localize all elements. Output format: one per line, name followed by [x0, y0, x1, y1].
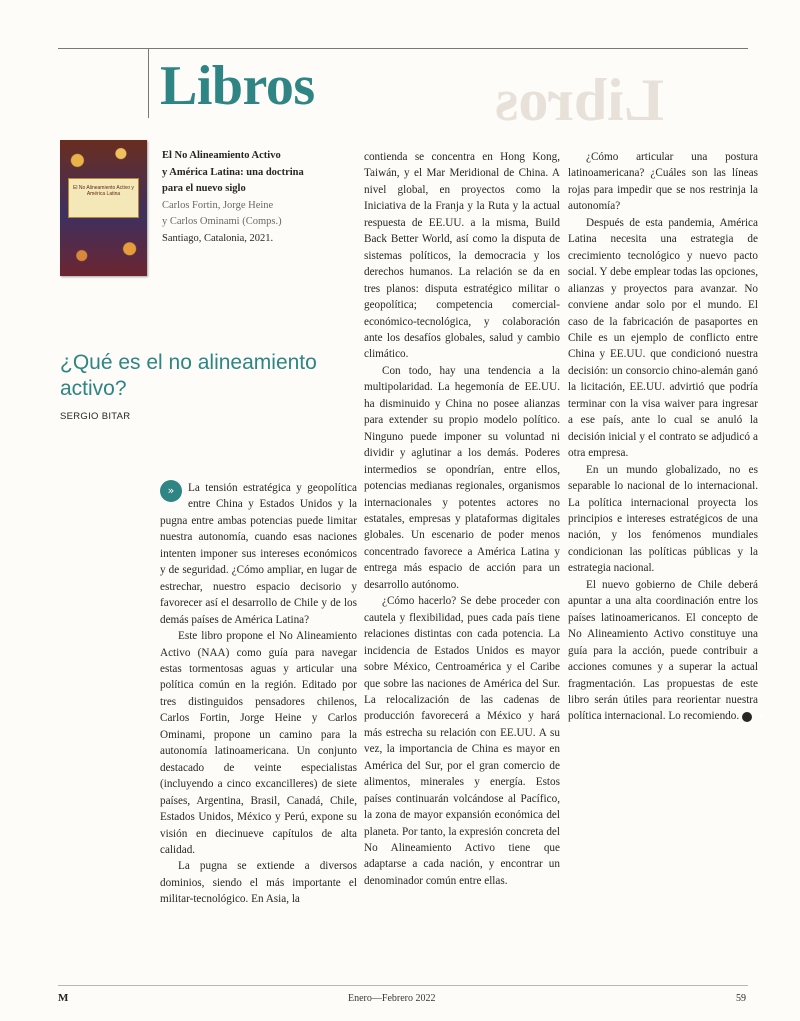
paragraph: » La tensión estratégica y geopolítica entre China y Estados Unidos y la pugna entre ambas potencias puede limitar nuestra autonomía, cuando esas naciones intenten imponer sus intereses económicos y de seguridad. ¿Cómo ampliar, en lugar de estrechar, nuestro espacio decisorio y favorecer así el desarrollo de Chile y de los demás países de América Latina?: [160, 482, 357, 626]
article-title: ¿Qué es el no alineamiento activo?: [60, 351, 317, 400]
paragraph: Este libro propone el No Alineamiento Activo (NAA) como guía para navegar estas tormentosas aguas y articular una política común en la región. Editado por tres distinguidos pensadores chilenos, Carlos Fortin, Jorge Heine y Carlos Ominami, propone un camino para la autonomía latinoamericana. Un conjunto destacado de veinte especialistas (incluyendo a cinco excancilleres) de siete países, Argentina, Brasil, Canadá, Chile, Estados Unidos, México y Perú, expone su visión en diecinueve capítulos de alta calidad.: [160, 630, 357, 856]
text-column-2: [364, 149, 560, 889]
book-publisher: Santiago, Catalonia, 2021.: [162, 232, 274, 244]
book-cover: [60, 140, 147, 276]
paragraph: Después de esta pandemia, América Latina necesita una estrategia de crecimiento tecnológico y nuevo pacto social. Y debe emplear todas las opciones, alianzas y proyectos para avanzar. No conviene andar solo por el mundo. El caso de la fabricación de pasaportes en Chile es un ejemplo de conflicto entre China y EE.UU. que condicionó nuestra decisión: un consorcio chino-alemán ganó la licitación, EE.UU. advirtió que podría terminar con la visa waiver para ingresar a ese país, ante lo cual se anuló la decisión inicial y el contrato se adjudicó a otra empresa.: [568, 216, 758, 460]
paragraph: ¿Cómo hacerlo? Se debe proceder con cautela y flexibilidad, pues cada país tiene relaciones distintas con cada potencia. La incidencia de Estados Unidos es mayor sobre México, Centroamérica y el Caribe que sobre las naciones de América del Sur. La relocalización de las cadenas de producción favorecerá a México y hará más estrecha su relación con EE.UU. A su vez, la importancia de China es mayor en América del Sur, por el gran comercio de alimentos, minerales y energía. Estos países continuarán volcándose al Pacífico, la zona de mayor expansión económica del planeta. Por tanto, la expresión concreta del No Alineamiento Activo tiene que adaptarse a cada nación, y encontrar un denominador común entre ellas.: [364, 595, 560, 887]
text-column-3: [568, 149, 765, 725]
article-author: SERGIO BITAR: [60, 411, 131, 422]
top-rule: [58, 48, 748, 49]
paragraph: La pugna se extiende a diversos dominios, siendo el más importante el militar-tecnológico. En Asia, la: [160, 860, 357, 906]
book-info: [162, 148, 332, 247]
book-title-line: y América Latina: una doctrina: [162, 166, 304, 178]
section-title: Libros: [160, 55, 315, 117]
book-cover-label: El No Alineamiento Activo y América Latina: [68, 178, 139, 218]
text-column-1: [160, 480, 357, 908]
paragraph: El nuevo gobierno de Chile deberá apuntar a una alta coordinación entre los países latinoamericanos. El concepto de No Alineamiento Activo constituye una guía para la acción, puede contribuir a acciones comunes y a superar la actual fragmentación. Las propuestas de este libro serán útiles para reorientar nuestra política internacional. Lo recomiendo. M: [568, 578, 765, 723]
book-authors-line: y Carlos Ominami (Comps.): [162, 216, 282, 227]
book-title-line: El No Alineamiento Activo: [162, 150, 281, 161]
show-through-decoration: Libros: [495, 67, 664, 133]
paragraph: Con todo, hay una tendencia a la multipolaridad. La hegemonía de EE.UU. ha disminuido y China no posee alianzas para extender su propio modelo político. Ninguno puede imponer su voluntad ni dividir y aglutinar a los demás. Poderes intermedios se opondrían, entre ellos, potencias medianas regionales, organismos internacionales y potentes actores no estatales, empresas y plataformas digitales globales. Un escenario de poder menos concentrado favorece a América Latina y entrega más espacio de acción para un desarrollo autónomo.: [364, 364, 560, 591]
title-divider: [148, 48, 149, 118]
book-title-line: para el nuevo siglo: [162, 183, 246, 194]
chevrons-right-icon: »: [160, 480, 182, 502]
page-number: 59: [736, 993, 746, 1004]
book-authors-line: Carlos Fortin, Jorge Heine: [162, 199, 274, 211]
paragraph: En un mundo globalizado, no es separable lo nacional de lo internacional. La política internacional proyecta los principios e intereses estratégicos de una nación, y los fenómenos mundiales condicionan las políticas públicas y la estrategia nacional.: [568, 463, 758, 575]
paragraph: ¿Cómo articular una postura latinoamericana? ¿Cuáles son las líneas rojas para impedir que se nos restrinja la autonomía?: [568, 151, 758, 213]
footer-logo: M: [58, 992, 69, 1004]
magazine-end-icon: M: [742, 712, 752, 722]
footer-rule: [58, 985, 748, 986]
paragraph: contienda se concentra en Hong Kong, Taiwán, y el Mar Meridional de China. A nivel global, en proyectos como la Iniciativa de la Franja y la Ruta y la actual respuesta de EE.UU. a la misma, Build Back Better World, así como la disputa de sistemas políticos, la democracia y los derechos humanos. La relación se da en tres planos: disputa estratégico militar o geopolítica; competencia comercial-económico-tecnológica, y colaboración ante los desafíos globales, salud y cambio climático.: [364, 151, 560, 361]
footer-date: Enero—Febrero 2022: [348, 993, 436, 1004]
